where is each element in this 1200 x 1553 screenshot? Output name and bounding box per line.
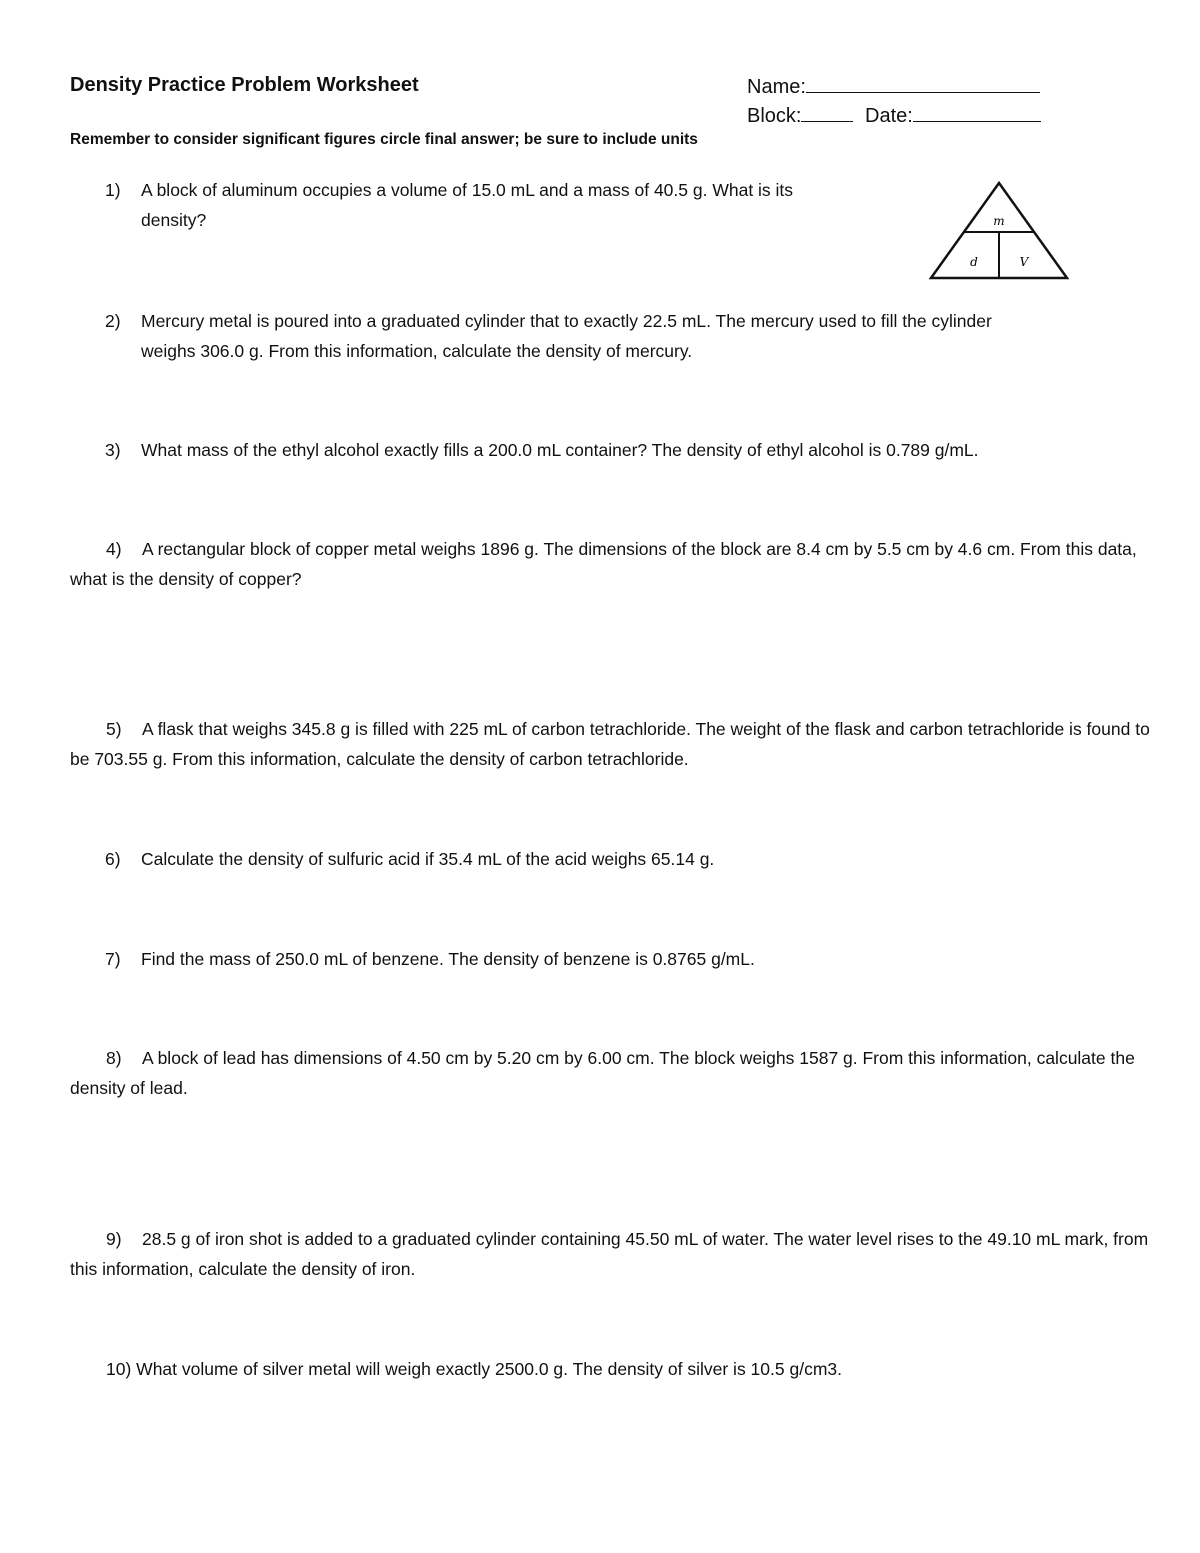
question-6 (105, 844, 715, 874)
worksheet-title: Density Practice Problem Worksheet (70, 74, 419, 96)
question-10 (70, 1354, 1150, 1384)
question-text: What volume of silver metal will weigh exactly 2500.0 g. The density of silver is 10.5 g/cm3. (136, 1359, 842, 1379)
triangle-mass-label: m (993, 214, 1005, 228)
question-text: Mercury metal is poured into a graduated cylinder that to exactly 22.5 mL. The mercury used to fill the cylinder (141, 311, 992, 331)
date-blank[interactable] (913, 103, 1041, 122)
question-text: 28.5 g of iron shot is added to a graduated cylinder containing 45.50 mL of water. The water level rises to the 49.10 mL mark, from this information, calculate the density of iron. (70, 1229, 1149, 1279)
date-label: Date: (865, 105, 913, 127)
name-label: Name: (747, 76, 806, 98)
question-3 (105, 435, 979, 465)
question-number: 2) (105, 311, 121, 331)
question-text: A flask that weighs 345.8 g is filled with 225 mL of carbon tetrachloride. The weight of the flask and carbon tetrachloride is found to be 703.55 g. From this information, calculate the density of carbon tetrachloride. (70, 719, 1150, 769)
question-number: 7) (105, 949, 121, 969)
question-text: A block of lead has dimensions of 4.50 cm by 5.20 cm by 6.00 cm. The block weighs 1587 g. From this information, calculate the density of lead. (70, 1048, 1135, 1098)
question-2 (105, 306, 992, 361)
question-1 (105, 175, 794, 230)
density-triangle-diagram (928, 180, 1070, 282)
question-text: Calculate the density of sulfuric acid if 35.4 mL of the acid weighs 65.14 g. (141, 849, 715, 869)
question-text: Find the mass of 250.0 mL of benzene. The density of benzene is 0.8765 g/mL. (141, 949, 755, 969)
block-blank[interactable] (801, 103, 853, 122)
question-number: 6) (105, 849, 121, 869)
question-text-cont: density? (141, 210, 207, 230)
question-4 (70, 534, 1150, 594)
question-number: 8) (106, 1048, 122, 1068)
question-text: A block of aluminum occupies a volume of 15.0 mL and a mass of 40.5 g. What is its (141, 180, 794, 200)
block-date-line (747, 103, 1041, 128)
question-number: 1) (105, 180, 121, 200)
question-number: 10) (106, 1359, 132, 1379)
name-blank[interactable] (806, 74, 1040, 93)
triangle-volume-label: V (1019, 255, 1029, 269)
question-9 (70, 1224, 1150, 1284)
question-number: 4) (106, 539, 122, 559)
question-8 (70, 1043, 1150, 1103)
block-label: Block: (747, 105, 802, 127)
question-number: 3) (105, 440, 121, 460)
question-text: What mass of the ethyl alcohol exactly fills a 200.0 mL container? The density of ethyl alcohol is 0.789 g/mL. (141, 440, 979, 460)
triangle-density-label: d (970, 255, 978, 269)
question-5 (70, 714, 1150, 774)
question-number: 5) (106, 719, 122, 739)
question-number: 9) (106, 1229, 122, 1249)
question-7 (105, 944, 755, 974)
name-line (747, 74, 1040, 99)
instructions: Remember to consider significant figures circle final answer; be sure to include units (70, 131, 698, 148)
question-text: A rectangular block of copper metal weighs 1896 g. The dimensions of the block are 8.4 cm by 5.5 cm by 4.6 cm. From this data, what is the density of copper? (70, 539, 1137, 589)
question-text-cont: weighs 306.0 g. From this information, calculate the density of mercury. (141, 341, 693, 361)
